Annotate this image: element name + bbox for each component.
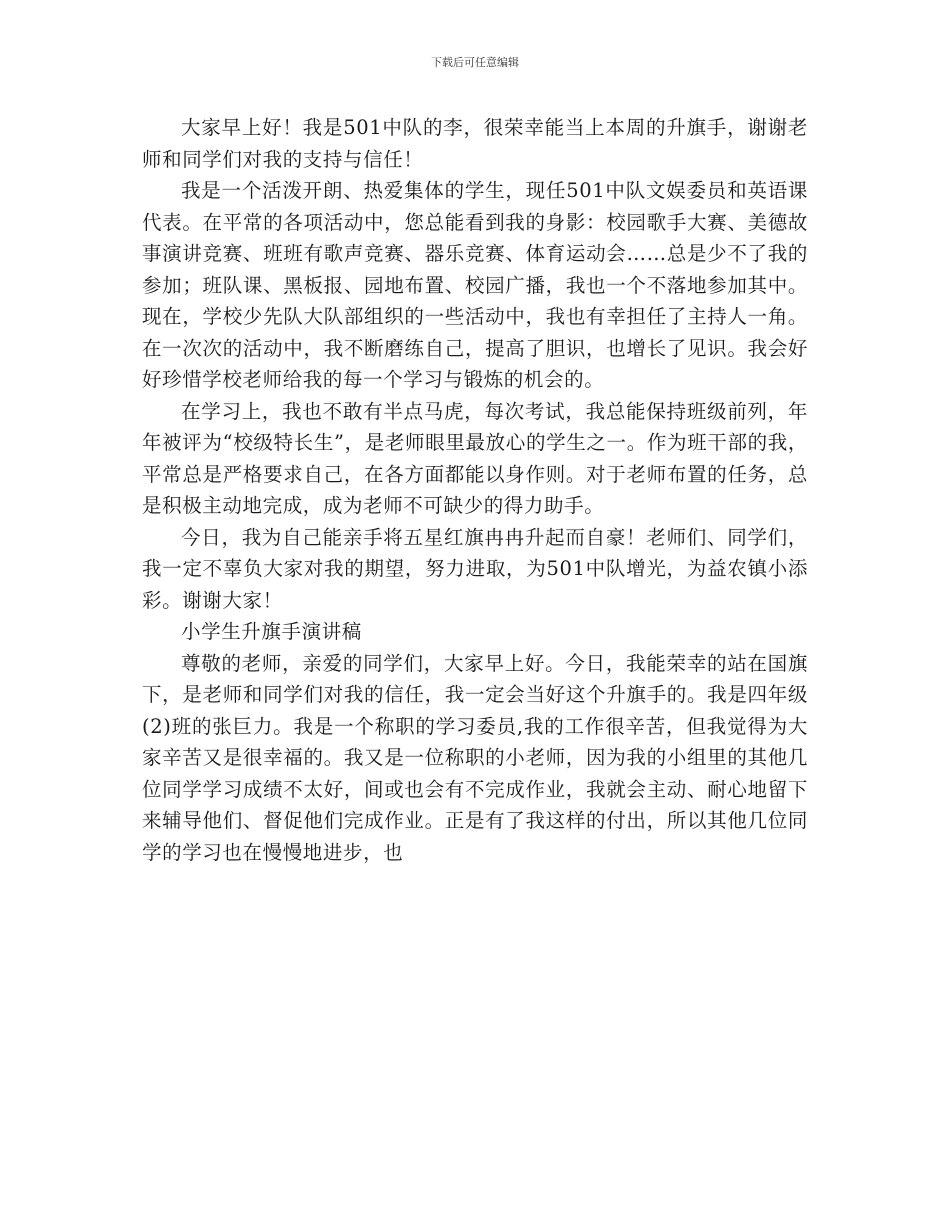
paragraph-second-speech: 尊敬的老师，亲爱的同学们，大家早上好。今日，我能荣幸的站在国旗下，是老师和同学们对我的信任，我一定会当好这个升旗手的。我是四年级(2)班的张巨力。我是一个称职的学习委员,我的工作很辛苦，但我觉得为大家辛苦又是很幸福的。我又是一位称职的小老师，因为我的小组里的其他几位同学学习成绩不太好，间或也会有不完成作业，我就会主动、耐心地留下来辅导他们、督促他们完成作业。正是有了我这样的付出，所以其他几位同学的学习也在慢慢地进步，也	[142, 651, 808, 864]
paragraph-study: 在学习上，我也不敢有半点马虎，每次考试，我总能保持班级前列，年年被评为“校级特长生”，是老师眼里最放心的学生之一。作为班干部的我，平常总是严格要求自己，在各方面都能以身作则。对于老师布置的任务，总是积极主动地完成，成为老师不可缺少的得力助手。	[142, 399, 808, 517]
page-header-note: 下载后可任意编辑	[431, 56, 519, 69]
paragraph-closing: 今日，我为自己能亲手将五星红旗冉冉升起而自豪！老师们、同学们，我一定不辜负大家对我的期望，努力进取，为501中队增光，为益农镇小添彩。谢谢大家！	[142, 525, 808, 612]
section-title: 小学生升旗手演讲稿	[181, 620, 362, 643]
document-body	[142, 112, 808, 868]
paragraph-greeting: 大家早上好！我是501中队的李，很荣幸能当上本周的升旗手，谢谢老师和同学们对我的支持与信任！	[142, 116, 808, 171]
paragraph-activities: 我是一个活泼开朗、热爱集体的学生，现任501中队文娱委员和英语课代表。在平常的各项活动中，您总能看到我的身影：校园歌手大赛、美德故事演讲竞赛、班班有歌声竞赛、器乐竞赛、体育运动会……总是少不了我的参加；班队课、黑板报、园地布置、校园广播，我也一个不落地参加其中。现在，学校少先队大队部组织的一些活动中，我也有幸担任了主持人一角。在一次次的活动中，我不断磨练自己，提高了胆识，也增长了见识。我会好好珍惜学校老师给我的每一个学习与锻炼的机会的。	[142, 179, 808, 391]
